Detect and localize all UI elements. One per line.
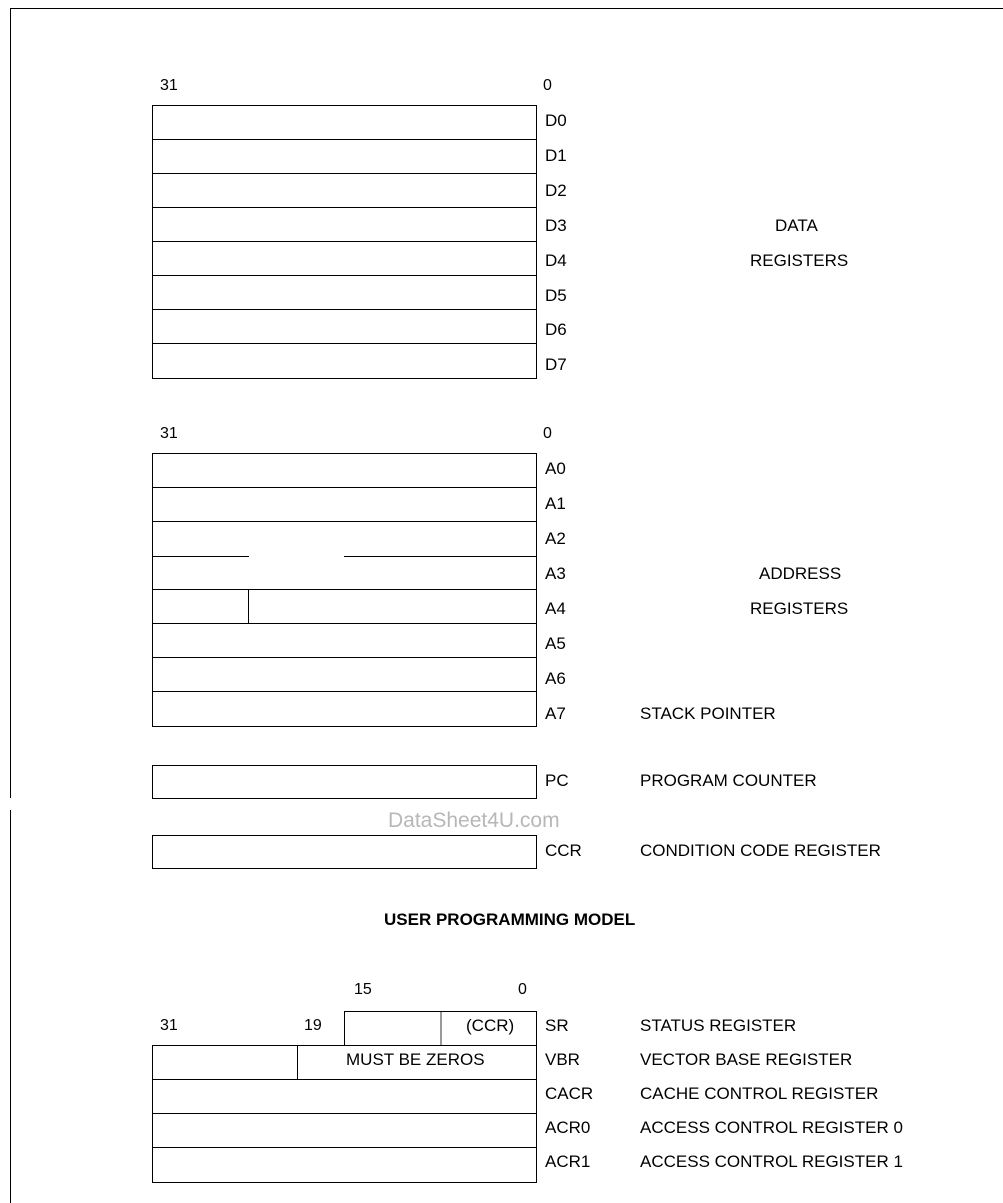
register-d2-box <box>153 174 536 208</box>
pc-description: PROGRAM COUNTER <box>640 771 817 790</box>
register-a5-box <box>153 624 536 658</box>
vbr-must-be-zeros-label: MUST BE ZEROS <box>346 1050 485 1069</box>
register-a4-box <box>153 590 536 624</box>
register-name-a6: A6 <box>545 669 566 688</box>
ccr-description: CONDITION CODE REGISTER <box>640 841 881 860</box>
register-name-a5: A5 <box>545 634 566 653</box>
data-registers-label-line1: DATA <box>775 216 818 235</box>
register-a1-box <box>153 488 536 522</box>
vbr-field-divider <box>297 1046 298 1079</box>
register-name-a4: A4 <box>545 599 566 618</box>
register-name-d0: D0 <box>545 111 567 130</box>
sr-description: STATUS REGISTER <box>640 1016 797 1035</box>
register-name-a7: A7 <box>545 704 566 723</box>
sr-bit-15-label: 15 <box>354 981 372 998</box>
register-d7-box <box>153 344 536 378</box>
address-register-stack <box>152 453 537 727</box>
register-name-d3: D3 <box>545 216 567 235</box>
register-name-d7: D7 <box>545 355 567 374</box>
acr0-description: ACCESS CONTROL REGISTER 0 <box>640 1118 903 1137</box>
watermark-text: DataSheet4U.com <box>388 809 560 832</box>
register-d4-box <box>153 242 536 276</box>
sr-ccr-divider <box>440 1012 442 1045</box>
a4-field-divider <box>248 590 249 623</box>
data-registers-label-line2: REGISTERS <box>750 251 849 270</box>
register-cacr-box <box>153 1080 536 1114</box>
register-d3-box <box>153 208 536 242</box>
register-name-a0: A0 <box>545 459 566 478</box>
register-a3-box <box>153 556 536 590</box>
data-bit-0-label: 0 <box>543 77 552 94</box>
register-a0-box <box>153 454 536 488</box>
register-name-sr: SR <box>545 1016 569 1035</box>
user-programming-model-title: USER PROGRAMMING MODEL <box>384 910 636 929</box>
register-name-cacr: CACR <box>545 1084 594 1103</box>
acr1-description: ACCESS CONTROL REGISTER 1 <box>640 1152 903 1171</box>
register-name-d6: D6 <box>545 320 567 339</box>
register-d5-box <box>153 276 536 310</box>
register-name-d4: D4 <box>545 251 567 270</box>
register-a6-box <box>153 658 536 692</box>
a7-description: STACK POINTER <box>640 704 776 723</box>
page-frame-left <box>10 8 11 798</box>
register-d1-box <box>153 140 536 174</box>
register-name-acr1: ACR1 <box>545 1152 591 1171</box>
register-name-a1: A1 <box>545 494 566 513</box>
register-name-vbr: VBR <box>545 1050 580 1069</box>
register-name-a2: A2 <box>545 529 566 548</box>
register-d6-box <box>153 310 536 344</box>
bit-31-label: 31 <box>160 1017 178 1034</box>
bit-19-label: 19 <box>304 1017 322 1034</box>
register-pc-box <box>152 765 537 799</box>
register-name-d1: D1 <box>545 146 567 165</box>
sr-bit-0-label: 0 <box>518 981 527 998</box>
address-registers-label-line1: ADDRESS <box>759 564 842 583</box>
register-name-pc: PC <box>545 771 569 790</box>
register-name-a3: A3 <box>545 564 566 583</box>
register-name-d5: D5 <box>545 286 567 305</box>
cacr-description: CACHE CONTROL REGISTER <box>640 1084 879 1103</box>
sr-ccr-field-label: (CCR) <box>466 1016 515 1035</box>
register-acr1-box <box>153 1148 536 1182</box>
page-frame-left-lower <box>10 810 11 1203</box>
address-bit-31-label: 31 <box>160 425 178 442</box>
data-bit-31-label: 31 <box>160 77 178 94</box>
register-d0-box <box>153 106 536 140</box>
register-name-d2: D2 <box>545 181 567 200</box>
register-a7-box <box>153 692 536 726</box>
register-a2-box <box>153 522 536 556</box>
register-name-ccr: CCR <box>545 841 582 860</box>
address-registers-label-line2: REGISTERS <box>750 599 849 618</box>
data-register-stack <box>152 105 537 379</box>
vbr-description: VECTOR BASE REGISTER <box>640 1050 853 1069</box>
page-frame-top <box>10 8 1003 9</box>
address-bit-0-label: 0 <box>543 425 552 442</box>
register-name-acr0: ACR0 <box>545 1118 591 1137</box>
register-ccr-box <box>152 835 537 869</box>
register-acr0-box <box>153 1114 536 1148</box>
